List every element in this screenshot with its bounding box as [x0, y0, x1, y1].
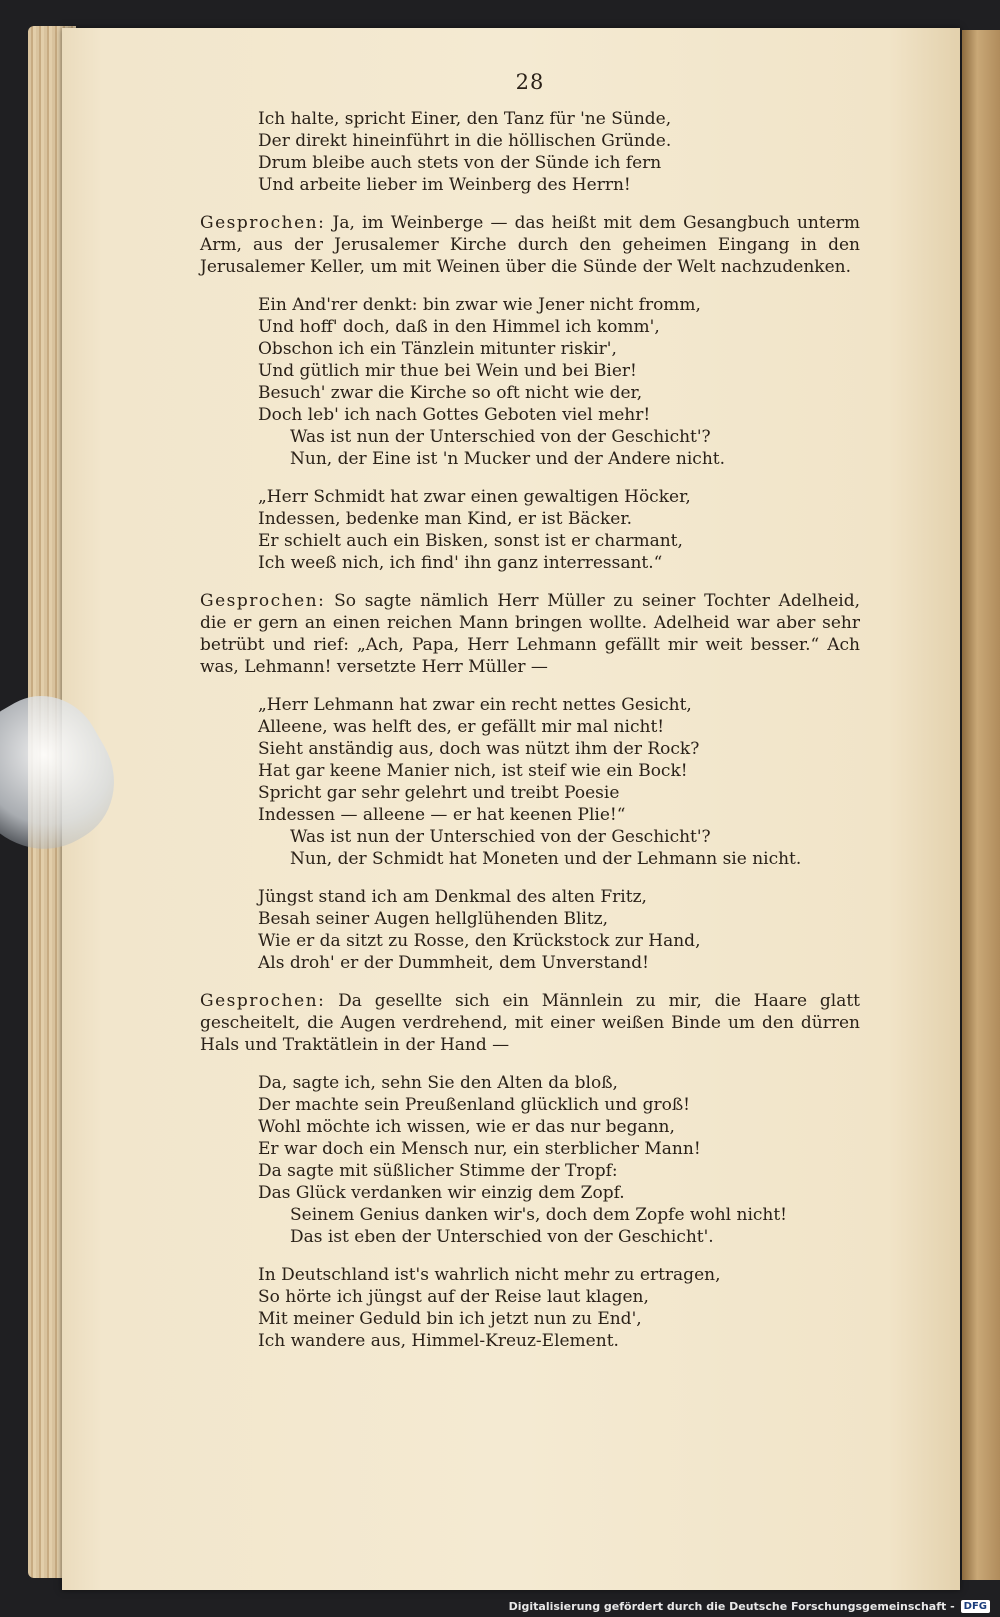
verse-line: Wohl möchte ich wissen, wie er das nur begann, [258, 1117, 675, 1137]
verse-line: „Herr Lehmann hat zwar ein recht nettes Gesicht, [258, 695, 692, 715]
spoken-passage-1 [200, 212, 860, 278]
stanza-4 [258, 694, 860, 870]
verse-line: Er schielt auch ein Bisken, sonst ist er charmant, [258, 531, 683, 551]
verse-line: Er war doch ein Mensch nur, ein sterblicher Mann! [258, 1139, 701, 1159]
verse-line: Ein And'rer denkt: bin zwar wie Jener nicht fromm, [258, 295, 701, 315]
verse-line: Indessen, bedenke man Kind, er ist Bäcker. [258, 509, 633, 529]
verse-line: Mit meiner Geduld bin ich jetzt nun zu End', [258, 1309, 642, 1329]
verse-line: Sieht anständig aus, doch was nützt ihm der Rock? [258, 739, 700, 759]
stanza-5 [258, 886, 860, 974]
refrain-line: Was ist nun der Unterschied von der Geschicht'? [290, 827, 711, 847]
page-number: 28 [515, 70, 545, 94]
stanza-6 [258, 1072, 860, 1248]
spoken-passage-3 [200, 990, 860, 1056]
page-content [200, 70, 860, 1368]
digitization-credit [509, 1597, 990, 1615]
refrain-line: Nun, der Eine ist 'n Mucker und der Andere nicht. [290, 449, 726, 469]
refrain-line: Seinem Genius danken wir's, doch dem Zopfe wohl nicht! [290, 1205, 788, 1225]
stanza-7 [258, 1264, 860, 1352]
refrain-line: Nun, der Schmidt hat Moneten und der Lehmann sie nicht. [290, 849, 802, 869]
verse-line: Wie er da sitzt zu Rosse, den Krückstock zur Hand, [258, 931, 701, 951]
verse-line: Das Glück verdanken wir einzig dem Zopf. [258, 1183, 625, 1203]
verse-line: Ich weeß nich, ich find' ihn ganz interressant.“ [258, 553, 663, 573]
verse-line: Und hoff' doch, daß in den Himmel ich komm', [258, 317, 660, 337]
verse-line: Ich wandere aus, Himmel-Kreuz-Element. [258, 1331, 619, 1351]
verse-line: Jüngst stand ich am Denkmal des alten Fritz, [258, 887, 647, 907]
spoken-label: Gesprochen: [200, 213, 326, 233]
verse-line: Hat gar keene Manier nich, ist steif wie ein Bock! [258, 761, 688, 781]
verse-line: Indessen — alleene — er hat keenen Plie!“ [258, 805, 626, 825]
verse-line: „Herr Schmidt hat zwar einen gewaltigen Höcker, [258, 487, 691, 507]
verse-line: Da, sagte ich, sehn Sie den Alten da bloß, [258, 1073, 618, 1093]
verse-line: Drum bleibe auch stets von der Sünde ich fern [258, 153, 662, 173]
spoken-passage-2 [200, 590, 860, 678]
verse-line: Und gütlich mir thue bei Wein und bei Bier! [258, 361, 637, 381]
verse-line: Spricht gar sehr gelehrt und treibt Poesie [258, 783, 620, 803]
stanza-2 [258, 294, 860, 470]
spoken-label: Gesprochen: [200, 591, 326, 611]
verse-line: Da sagte mit süßlicher Stimme der Tropf: [258, 1161, 618, 1181]
facing-page-edge [962, 30, 1000, 1580]
refrain-line: Das ist eben der Unterschied von der Geschicht'. [290, 1227, 714, 1247]
verse-line: Alleene, was helft des, er gefällt mir mal nicht! [258, 717, 665, 737]
verse-line: Und arbeite lieber im Weinberg des Herrn! [258, 175, 631, 195]
spoken-text: So sagte nämlich Herr Müller zu seiner Tochter Adelheid, die er gern an einen reichen Mann bringen wollte. Adelheid war aber sehr betrübt und rief: „Ach, Papa, Herr Lehmann gefällt mir weit besser.“ Ach was, Lehmann! versetzte Herr Müller — [200, 591, 861, 677]
stanza-1 [258, 108, 860, 196]
stanza-3 [258, 486, 860, 574]
refrain-line: Was ist nun der Unterschied von der Geschicht'? [290, 427, 711, 447]
dfg-logo: DFG [961, 1600, 990, 1613]
verse-line: Als droh' er der Dummheit, dem Unverstand! [258, 953, 649, 973]
verse-line: Der machte sein Preußenland glücklich und groß! [258, 1095, 691, 1115]
verse-line: Obschon ich ein Tänzlein mitunter riskir', [258, 339, 617, 359]
verse-line: Besah seiner Augen hellglühenden Blitz, [258, 909, 609, 929]
verse-line: Ich halte, spricht Einer, den Tanz für 'ne Sünde, [258, 109, 672, 129]
spoken-text: Ja, im Weinberge — das heißt mit dem Gesangbuch unterm Arm, aus der Jerusalemer Kirche durch den geheimen Eingang in den Jerusalemer Keller, um mit Weinen über die Sünde der Welt nachzudenken. [200, 213, 860, 277]
verse-line: Besuch' zwar die Kirche so oft nicht wie der, [258, 383, 643, 403]
verse-line: In Deutschland ist's wahrlich nicht mehr zu ertragen, [258, 1265, 721, 1285]
verse-line: So hörte ich jüngst auf der Reise laut klagen, [258, 1287, 649, 1307]
verse-line: Doch leb' ich nach Gottes Geboten viel mehr! [258, 405, 651, 425]
spoken-label: Gesprochen: [200, 991, 326, 1011]
credit-text: Digitalisierung gefördert durch die Deutsche Forschungsgemeinschaft - [508, 1599, 955, 1613]
verse-line: Der direkt hineinführt in die höllischen Gründe. [258, 131, 672, 151]
spoken-text: Da gesellte sich ein Männlein zu mir, die Haare glatt gescheitelt, die Augen verdrehend, mit einer weißen Binde um den dürren Hals und Traktätlein in der Hand — [200, 991, 860, 1055]
